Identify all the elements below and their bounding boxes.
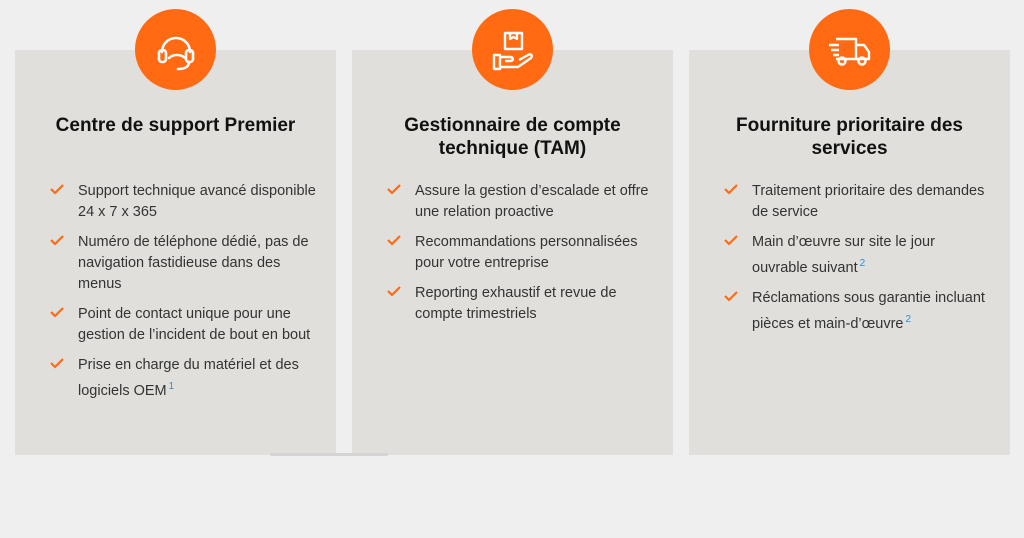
footnote-link[interactable]: 2 <box>905 313 912 325</box>
list-item-text: Point de contact unique pour une gestion de l’incident de bout en bout <box>78 306 311 343</box>
footnote-link[interactable]: 1 <box>168 381 175 392</box>
list-item-text: Recommandations personnalisées pour votre entreprise <box>415 234 638 271</box>
list-item-text: Prise en charge du matériel et des logiciels OEM <box>78 357 299 399</box>
card-title: Gestionnaire de compte technique (TAM) <box>404 115 621 159</box>
list-item <box>724 181 990 223</box>
service-card-tam <box>352 50 673 455</box>
check-icon <box>724 289 738 303</box>
service-card-priority <box>689 50 1010 455</box>
check-icon <box>387 233 401 247</box>
list-item <box>50 232 316 295</box>
list-item-text: Reporting exhaustif et revue de compte trimestriels <box>415 285 617 322</box>
hand-box-badge <box>472 9 553 90</box>
scroll-indicator <box>270 453 388 456</box>
list-item <box>387 232 653 274</box>
delivery-truck-icon <box>825 25 875 75</box>
check-icon <box>724 233 738 247</box>
service-card-premier-support <box>15 50 336 455</box>
card-title: Centre de support Premier <box>55 115 296 136</box>
list-item-text: Assure la gestion d’escalade et offre une relation proactive <box>415 183 649 220</box>
check-icon <box>50 356 64 370</box>
headset-icon <box>151 25 201 75</box>
check-icon <box>50 233 64 247</box>
list-item <box>387 181 653 223</box>
card-title: Fourniture prioritaire des services <box>736 115 963 159</box>
check-icon <box>50 182 64 196</box>
check-icon <box>387 182 401 196</box>
check-icon <box>387 284 401 298</box>
headset-badge <box>135 9 216 90</box>
list-item-text: Support technique avancé disponible 24 x 7 x 365 <box>78 183 316 220</box>
footnote-link[interactable]: 2 <box>859 258 866 269</box>
check-icon <box>50 305 64 319</box>
list-item <box>50 304 316 346</box>
feature-list <box>50 181 316 411</box>
list-item-text: Numéro de téléphone dédié, pas de navigation fastidieuse dans des menus <box>78 234 309 292</box>
list-item <box>724 232 990 279</box>
hand-box-icon <box>488 25 538 75</box>
list-item <box>50 355 316 402</box>
list-item <box>387 283 653 325</box>
list-item-text: Réclamations sous garantie incluant pièces et main-d’œuvre <box>752 289 985 332</box>
check-icon <box>724 182 738 196</box>
feature-list <box>724 181 990 344</box>
list-item-text: Traitement prioritaire des demandes de service <box>752 183 985 220</box>
list-item <box>724 288 990 335</box>
list-item <box>50 181 316 223</box>
list-item-text: Main d’œuvre sur site le jour ouvrable suivant <box>752 234 935 276</box>
truck-badge <box>809 9 890 90</box>
feature-list <box>387 181 653 334</box>
